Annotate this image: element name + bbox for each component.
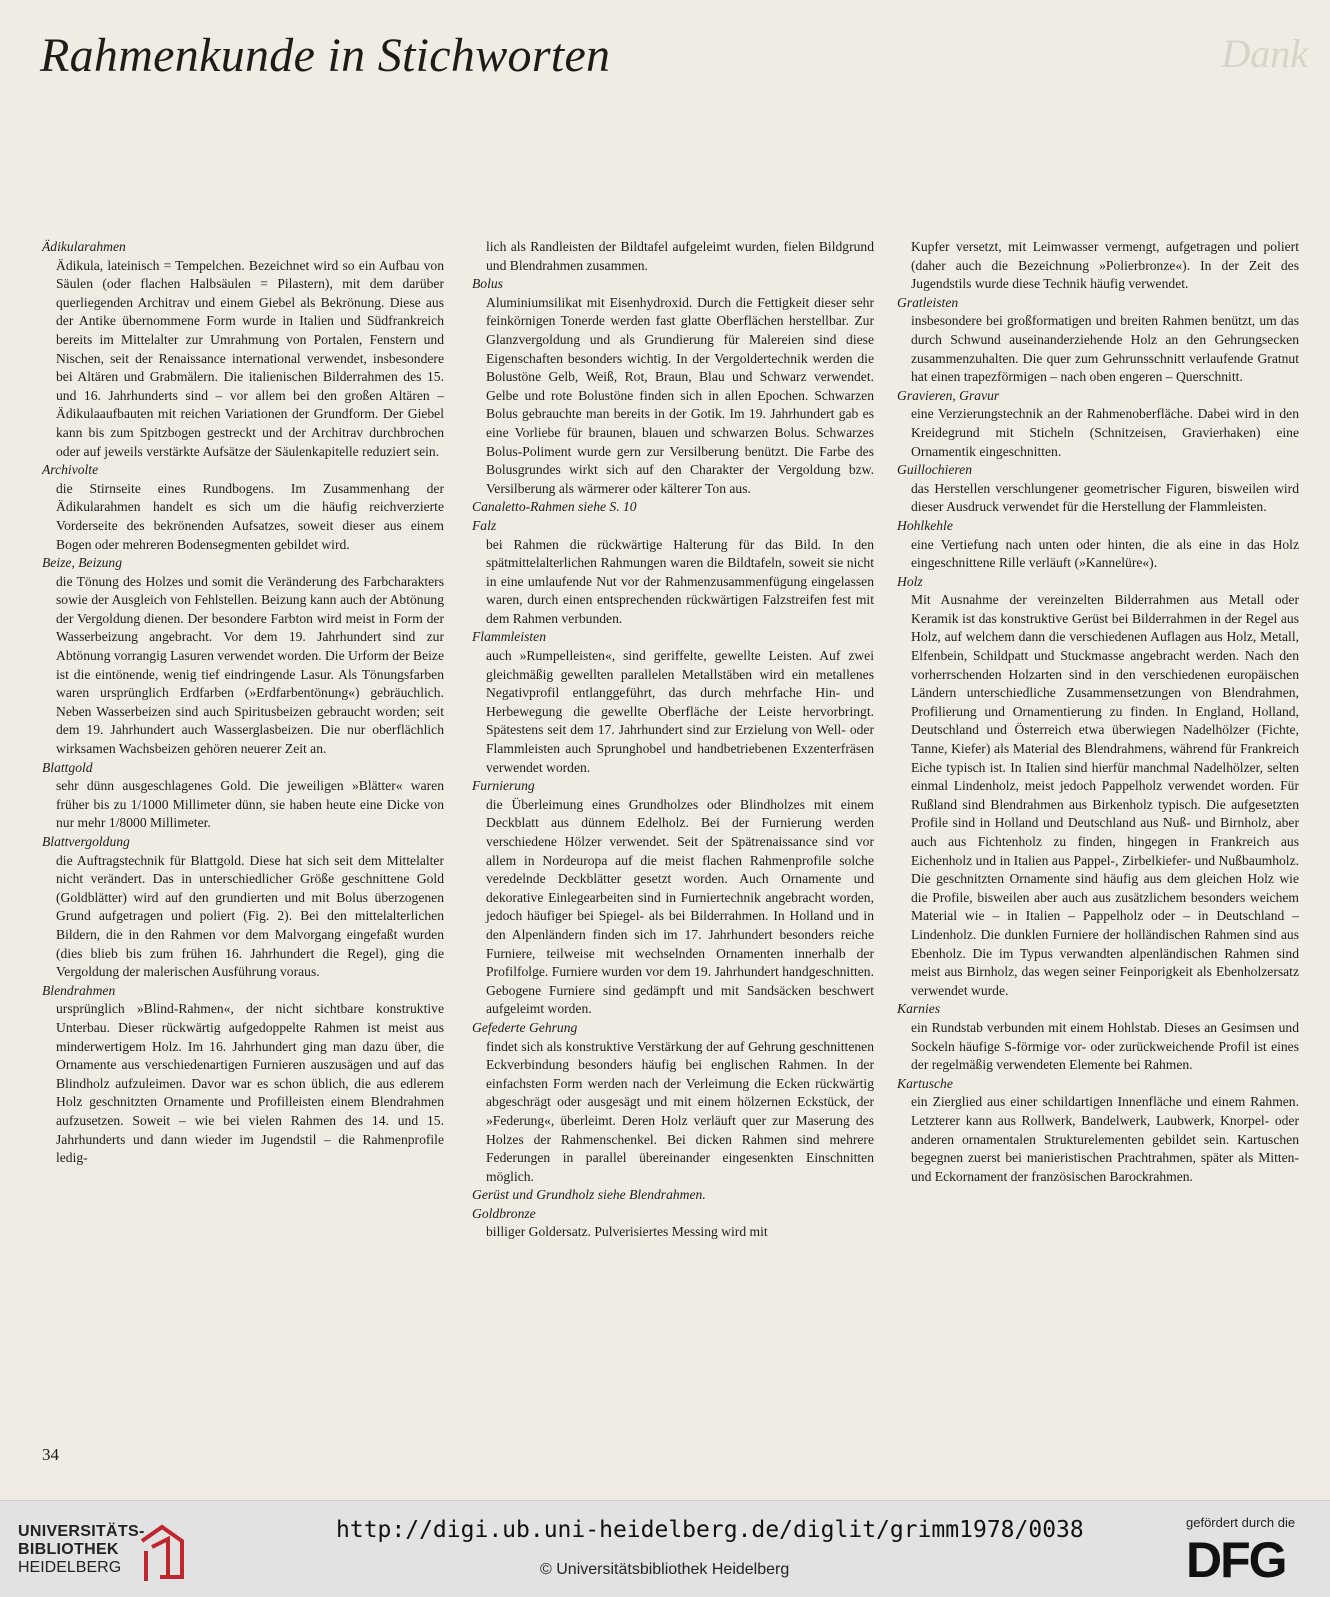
glossary-entry	[897, 573, 1299, 1001]
glossary-term: Gratleisten	[897, 294, 959, 310]
glossary-definition: Aluminiumsilikat mit Eisenhydroxid. Durch die Fettigkeit dieser sehr feinkörnigen Tonerde werden fast glatte Oberflächen herstellbar. Zur Glanzvergoldung und als Grundierung für Malereien sind diese Eigenschaften besonders wichtig. In der Vergoldertechnik werden die Bolustöne Gelb, Weiß, Rot, Braun, Blau und Schwarz verwendet. Gelbe und rote Bolustöne finden sich in allen Epochen. Schwarzen Bolus gebrauchte man bereits in der Gotik. Im 19. Jahrhundert gab es eine Vorliebe für braunen, blauen und schwarzen Bolus. Schwarzes Bolus-Poliment wurde gern zur Versilberung benützt. Die Farbe des Bolusgrundes wirkt sich auf den Charakter der Vergoldung bzw. Versilberung als wärmerer oder kälterer Ton aus.	[486, 294, 874, 496]
glossary-definition: Kupfer versetzt, mit Leimwasser vermengt, aufgetragen und poliert (daher auch die Bezeichnung »Polierbronze«). In der Zeit des Jugendstils wurde diese Technik häufig verwendet.	[911, 239, 1299, 292]
ghost-text: Dank	[1221, 31, 1308, 76]
page-title: Rahmenkunde in Stichworten	[40, 29, 611, 82]
glossary-definition: sehr dünn ausgeschlagenes Gold. Die jeweiligen »Blätter« waren früher bis zu 1/1000 Millimeter dünn, sie haben heute eine Dicke von nur mehr 1/8000 Millimeter.	[56, 778, 444, 831]
glossary-term: Holz	[897, 573, 923, 589]
text-column-2	[472, 238, 874, 1242]
glossary-definition: die Überleimung eines Grundholzes oder Blindholzes mit einem Deckblatt aus dünnem Edelholz. Bei der Furnierung werden verschiedene Hölzer verwendet. Seit der Spätrenaissance sind vor allem in Nordeuropa auf die meist flachen Rahmenprofile solche veredelnde Deckblätter gesetzt worden. Auch Ornamente und dekorative Einlegearbeiten sind in Furniertechnik angebracht worden, jedoch häufiger bei Spiegel- als bei Bilderrahmen. In Holland und in den Alpenländern finden sich im 17. Jahrhundert besonders reiche Furniere, teilweise mit wechselnden Ornamenten innerhalb der Profilfolge. Furniere wurden vor dem 19. Jahrhundert handgeschnitten. Gebogene Furniere sind gedämpft und mit Sandsäcken beschwert aufgeleimt worden.	[486, 796, 874, 1017]
glossary-definition: das Herstellen verschlungener geometrischer Figuren, bisweilen wird dieser Ausdruck verwendet für die Herstellung der Flammleisten.	[911, 480, 1299, 515]
glossary-definition: eine Verzierungstechnik an der Rahmenoberfläche. Dabei wird in den Kreidegrund mit Sticheln (Schnitzeisen, Gravierhaken) eine Ornamentik eingeschnitten.	[911, 406, 1299, 459]
glossary-term: Gerüst und Grundholz siehe Blendrahmen.	[472, 1187, 706, 1203]
glossary-term: Kartusche	[897, 1075, 953, 1091]
glossary-entry	[42, 238, 444, 461]
glossary-definition: ein Rundstab verbunden mit einem Hohlstab. Dieses an Gesimsen und Sockeln häufige S-förmige vor- oder zurückweichende Profil ist eines der regelmäßig verwendeten Elemente bei Rahmen.	[911, 1019, 1299, 1073]
glossary-definition: ein Zierglied aus einer schildartigen Innenfläche und einem Rahmen. Letzterer kann aus Rollwerk, Bandelwerk, Laubwerk, Knorpel- oder anderen ornamentalen Strukturelementen gebildet sein. Kartuschen begegnen zuerst bei manieristischen Prachtrahmen, später als Mitten- und Eckornament der französischen Barockrahmen.	[911, 1094, 1299, 1184]
glossary-definition: lich als Randleisten der Bildtafel aufgeleimt wurden, fielen Bildgrund und Blendrahmen zusammen.	[486, 239, 874, 273]
glossary-term: Bolus	[472, 276, 503, 292]
glossary-definition: die Auftragstechnik für Blattgold. Diese hat sich seit dem Mittelalter nicht verändert. Das in unterschiedlicher Größe geschnittene Gold (Goldblätter) wird auf den grundierten und mit Bolus überzogenen Grund aufgetragen und poliert (Fig. 2). Bei den mittelalterlichen Bildern, die in den Rahmen vor dem Malvorgang eingefaßt wurden (dies blieb bis zum frühen 16. Jahrhundert die Regel), ging die Vergoldung der malerischen Ausführung voraus.	[56, 852, 444, 980]
library-emblem-icon	[136, 1521, 188, 1583]
glossary-term: Ädikularahmen	[42, 239, 126, 254]
glossary-term: Goldbronze	[472, 1205, 536, 1221]
dfg-logo[interactable]: DFG	[1186, 1532, 1286, 1588]
page-number: 34	[42, 1445, 59, 1464]
glossary-entry	[897, 1075, 1299, 1187]
glossary-term: Gravieren, Gravur	[897, 387, 1000, 403]
glossary-definition: ursprünglich »Blind-Rahmen«, der nicht sichtbare konstruktive Unterbau. Dieser rückwärtig aufgedoppelte Rahmen ist meist aus minderwertigem Holz. Im 16. Jahrhundert ging man dazu über, die Ornamente aus verschiedenartigen Furnieren auszusägen und auf das Blindholz aufzuleimen. Davor war es schon üblich, die aus edlerem Holz geschnitzten Ornamente und Profilleisten einem Blendrahmen aufzusetzen. Soweit – wie bei vielen Rahmen des 14. und 15. Jahrhunderts und dann wieder im Jugendstil – die Rahmenprofile ledig-	[56, 1001, 444, 1166]
glossary-term: Blattgold	[42, 759, 93, 775]
glossary-entry	[472, 628, 874, 777]
glossary-entry	[897, 517, 1299, 573]
glossary-entry	[472, 238, 874, 275]
library-name	[18, 1523, 145, 1577]
glossary-term: Gefederte Gehrung	[472, 1019, 578, 1035]
glossary-term: Flammleisten	[472, 629, 546, 645]
glossary-entry	[472, 498, 874, 517]
glossary-definition: auch »Rumpelleisten«, sind geriffelte, gewellte Leisten. Auf zwei gleichmäßig gewellten parallelen Metallstäben wird ein metallenes Negativprofil entlanggeführt, das durch mehrfache Hin- und Herbewegung die gewellte Oberfläche der Leiste hervorbringt. Spätestens seit dem 17. Jahrhundert sind zur Erzielung von Well- oder Flammleisten auch Sprunghobel und handbetriebenen Exzenterfräsen verwendet worden.	[486, 648, 874, 775]
glossary-entry	[897, 238, 1299, 294]
glossary-entry	[42, 461, 444, 554]
glossary-term: Guillochieren	[897, 462, 972, 478]
glossary-entry	[42, 759, 444, 833]
glossary-term: Falz	[472, 517, 497, 533]
glossary-entry	[897, 461, 1299, 517]
glossary-entry	[897, 294, 1299, 387]
text-column-1	[42, 238, 444, 1168]
glossary-entry	[472, 275, 874, 498]
text-column-3	[897, 238, 1299, 1186]
glossary-term: Blendrahmen	[42, 982, 116, 998]
glossary-definition: die Stirnseite eines Rundbogens. Im Zusammenhang der Ädikularahmen handelt es sich um die häufig reichverzierte Vorderseite des bekrönenden Aufsatzes, soweit dieser aus einem Bogen oder mehreren Bodensegmenten gebildet wird.	[56, 480, 444, 552]
glossary-definition: Mit Ausnahme der vereinzelten Bilderrahmen aus Metall oder Keramik ist das konstruktive Gerüst bei Bilderrahmen in der Regel aus Holz, auf welchem dann die verschiedenen Auflagen aus Holz, Metall, Elfenbein, Schildpatt und Stuckmasse angebracht werden. Nach den vorherrschenden Holzarten sind in den verschiedenen europäischen Ländern unterschiedliche Zusammensetzungen von Blendrahmen, Profilierung und Ornamentierung zu finden. In England, Holland, Deutschland und Österreich etwa überwiegen Nadelhölzer (Fichte, Tanne, Kiefer) als Material des Blendrahmens, während für Frankreich Eiche typisch ist. In Italien sind hierfür manchmal Nadelhölzer, selten einmal Lindenholz, meist jedoch Pappelholz verwendet worden. Für Rußland sind Blendrahmen aus Birkenholz typisch. Die aufgesetzten Profile sind in Holland und Deutschland aus Nuß- und Birnholz, aber auch aus Fichtenholz zu finden, hingegen in Frankreich aus Eichenholz und in Italien aus Pappel-, Zirbelkiefer- und Nußbaumholz. Die geschnitzten Ornamente sind häufig aus dem gleichen Holz wie die Profile, bisweilen aber auch aus zusätzlichem besonders weichem Material wie – in Italien – Pappelholz oder – in Deutschland – Lindenholz. Die dunklen Furniere der holländischen Rahmen sind aus Ebenholz. Die im Typus verwandten alpenländischen Rahmen sind meist aus Birnholz, das wegen seiner Feinporigkeit als Ebenholzersatz verwendet wurde.	[911, 592, 1299, 998]
glossary-term: Archivolte	[42, 462, 99, 478]
glossary-term: Canaletto-Rahmen siehe S. 10	[472, 499, 637, 515]
glossary-entry	[472, 517, 874, 629]
permalink-url[interactable]: http://digi.ub.uni-heidelberg.de/diglit/grimm1978/0038	[336, 1517, 1084, 1543]
glossary-definition: die Tönung des Holzes und somit die Veränderung des Farbcharakters sowie der Ausgleich von Fehlstellen. Beizung kann auch der Abtönung der Vergoldung dienen. Der besondere Farbton wird meist in Form der Wasserbeizung angebracht. Vor dem 19. Jahrhundert sind zur Abtönung vorrangig Lasuren verwendet worden. Die Urform der Beize ist die eintönende, wenig tief eindringende Lasur. Als Tönungsfarben waren ursprünglich Erdfarben (»Erdfarbentönung«) gebräuchlich. Neben Wasserbeizen sind auch Spiritusbeizen gebraucht worden; seit dem 19. Jahrhundert auch Wasserglasbeizen. Die nur oberflächlich wirksamen Wachsbeizen gehören neuerer Zeit an.	[56, 573, 444, 757]
glossary-term: Furnierung	[472, 778, 535, 794]
glossary-entry	[42, 982, 444, 1168]
glossary-definition: bei Rahmen die rückwärtige Halterung für das Bild. In den spätmittelalterlichen Rahmungen waren die Bildtafeln, soweit sie nicht in eine umlaufende Nut vor der Rahmenzusammenfügung eingelassen waren, durch einen entsprechenden rückwärtigen Falzstreifen fest mit dem Rahmen verbunden.	[486, 536, 874, 626]
glossary-term: Karnies	[897, 1001, 941, 1017]
library-name-line2: BIBLIOTHEK	[18, 1541, 119, 1558]
glossary-entry	[42, 833, 444, 982]
footer-bar	[0, 1500, 1330, 1597]
glossary-definition: eine Vertiefung nach unten oder hinten, die als eine in das Holz eingeschnittene Rille verläuft (»Kannelüre«).	[911, 536, 1299, 571]
glossary-definition: findet sich als konstruktive Verstärkung der auf Gehrung geschnittenen Eckverbindung besonders häufig bei englischen Rahmen. In der einfachsten Form werden nach der Verleimung die Ecken rückwärtig abgeschrägt oder ausgesägt und mit einem hölzernen Eckstück, der »Federung«, überleimt. Deren Holz verläuft quer zur Maserung des Holzes der Rahmenschenkel. Bei dicken Rahmen sind mehrere Federungen in parallel übereinander eingesenkten Einschnitten möglich.	[486, 1038, 874, 1184]
library-name-line3: HEIDELBERG	[18, 1559, 122, 1576]
glossary-entry	[472, 1186, 874, 1205]
glossary-entry	[472, 777, 874, 1019]
glossary-entry	[897, 387, 1299, 461]
glossary-definition: insbesondere bei großformatigen und breiten Rahmen benützt, um das durch Schwund auseinanderziehende Holz an den Gehrungsecken zusammenzuhalten. Die quer zum Gehrunsschnitt verlaufende Gratnut hat einen trapezförmigen – nach oben engeren – Querschnitt.	[911, 313, 1299, 385]
glossary-term: Hohlkehle	[897, 517, 953, 533]
funding-label: gefördert durch die	[1186, 1515, 1296, 1530]
glossary-term: Blattvergoldung	[42, 834, 130, 849]
glossary-entry	[897, 1000, 1299, 1074]
library-name-line1: UNIVERSITÄTS-	[18, 1523, 145, 1540]
glossary-definition: billiger Goldersatz. Pulverisiertes Messing wird mit	[486, 1224, 768, 1240]
glossary-term: Beize, Beizung	[42, 555, 123, 571]
glossary-definition: Ädikula, lateinisch = Tempelchen. Bezeichnet wird so ein Aufbau von Säulen (oder flachen Halbsäulen = Pilastern), mit dem darüber querliegenden Architrav und einem Giebel als Bekrönung. Diese aus der Antike übernommene Form wurde in Italien und Südfrankreich bereits im Mittelalter zur Umrahmung von Portalen, Fenstern und Nischen, seit der Renaissance international verwendet, insbesondere bei Altären und Grabmälern. Die italienischen Bilderrahmen des 15. und 16. Jahrhunderts sind – vor allem bei den großen Altären – Ädikulaaufbauten mit reichen Variationen der Grundform. Der Giebel kann bis zum Spitzbogen gestreckt und der Architrav durchbrochen oder auf jeweils verstärkte Aufsätze der Säulenkapitelle reduziert sein.	[56, 257, 444, 459]
copyright-notice: © Universitätsbibliothek Heidelberg	[540, 1561, 790, 1578]
glossary-entry	[472, 1019, 874, 1186]
glossary-entry	[42, 554, 444, 759]
glossary-entry	[472, 1205, 874, 1242]
library-logo[interactable]	[18, 1523, 188, 1581]
